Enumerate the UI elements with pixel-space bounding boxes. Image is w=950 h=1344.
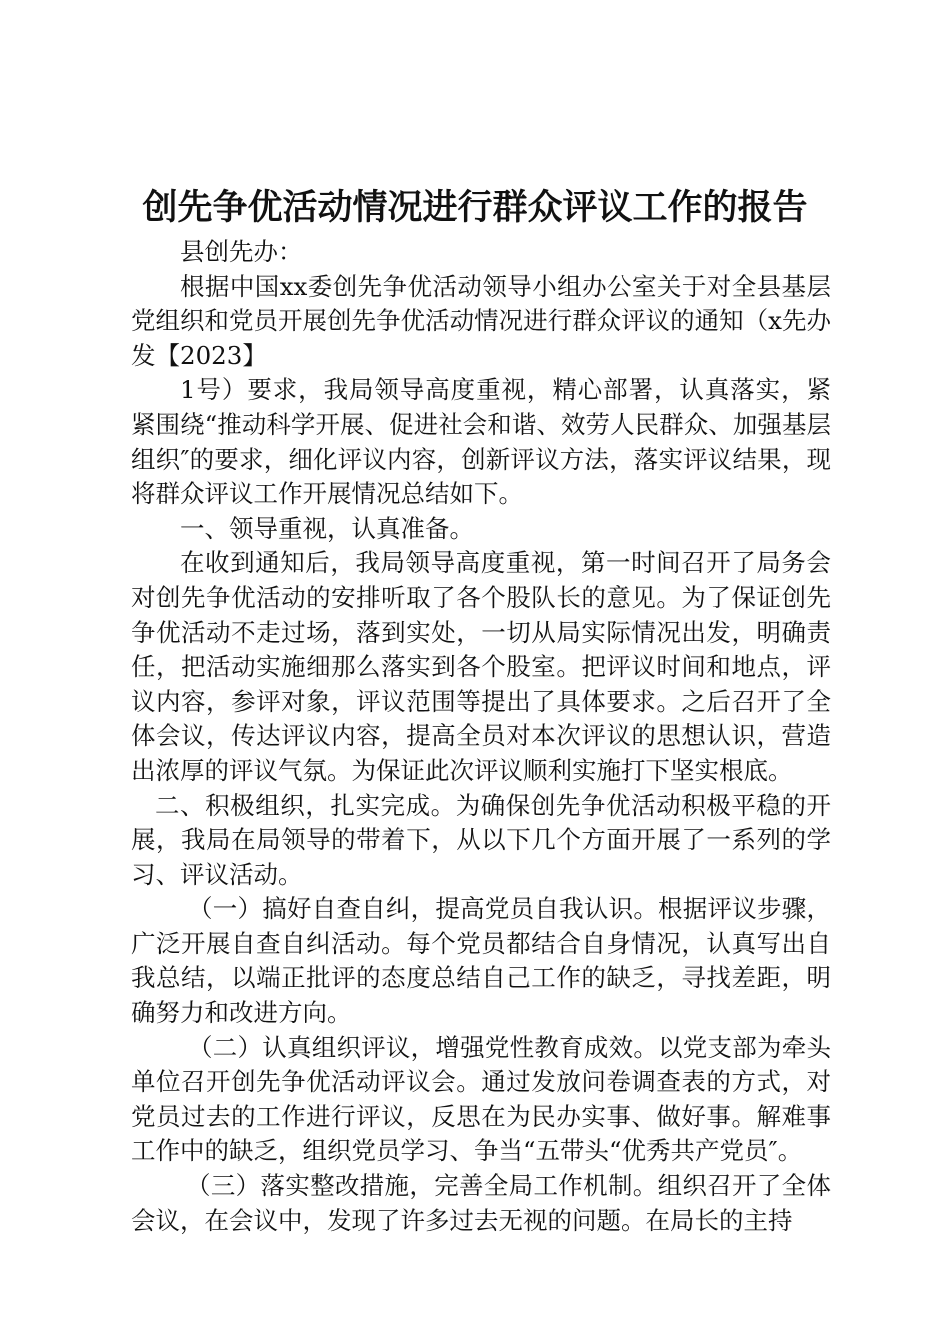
paragraph-section-1: 在收到通知后，我局领导高度重视，第一时间召开了局务会对创先争优活动的安排听取了各个股队长的意见。为了保证创先争优活动不走过场，落到实处，一切从局实际情况出发，明确责任，把活动实施细那么落实到各个股室。把评议时间和地点，评议内容，参评对象，评议范围等提出了具体要求。之后召开了全体会议，传达评议内容，提高全员对本次评议的思想认识，营造出浓厚的评议气氛。为保证此次评议顺利实施打下坚实根底。 <box>131 548 831 785</box>
section-heading-1: 一、领导重视，认真准备。 <box>180 513 474 543</box>
subsection-3: （三）落实整改措施，完善全局工作机制。组织召开了全体会议，在会议中，发现了许多过去无视的问题。在局长的主持 <box>131 1171 831 1235</box>
paragraph-requirements: 1号）要求，我局领导高度重视，精心部署，认真落实，紧紧围绕“推动科学开展、促进社会和谐、效劳人民群众、加强基层组织″的要求，细化评议内容，创新评议方法，落实评议结果，现将群众评议工作开展情况总结如下。 <box>131 375 831 509</box>
subsection-2: （二）认真组织评议，增强党性教育成效。以党支部为牵头单位召开创先争优活动评议会。通过发放问卷调查表的方式，对党员过去的工作进行评议，反思在为民办实事、做好事。解难事工作中的缺乏，组织党员学习、争当“五带头“优秀共产党员″。 <box>131 1032 831 1166</box>
section-heading-2: 二、积极组织，扎实完成。为确保创先争优活动积极平稳的开展，我局在局领导的带着下，从以下几个方面开展了一系列的学习、评议活动。 <box>131 790 831 889</box>
document-body <box>131 235 831 1238</box>
document-title: 创先争优活动情况进行群众评议工作的报告 <box>142 187 808 228</box>
paragraph-intro: 根据中国xx委创先争优活动领导小组办公室关于对全县基层党组织和党员开展创先争优活动情况进行群众评议的通知（x先办发【2023】 <box>131 271 831 370</box>
salutation: 县创先办： <box>180 237 303 266</box>
subsection-1: （一）搞好自查自纠，提高党员自我认识。根据评议步骤，广泛开展自查自纠活动。每个党员都结合自身情况，认真写出自我总结，以端正批评的态度总结自己工作的缺乏，寻找差距，明确努力和改进方向。 <box>131 894 831 1028</box>
